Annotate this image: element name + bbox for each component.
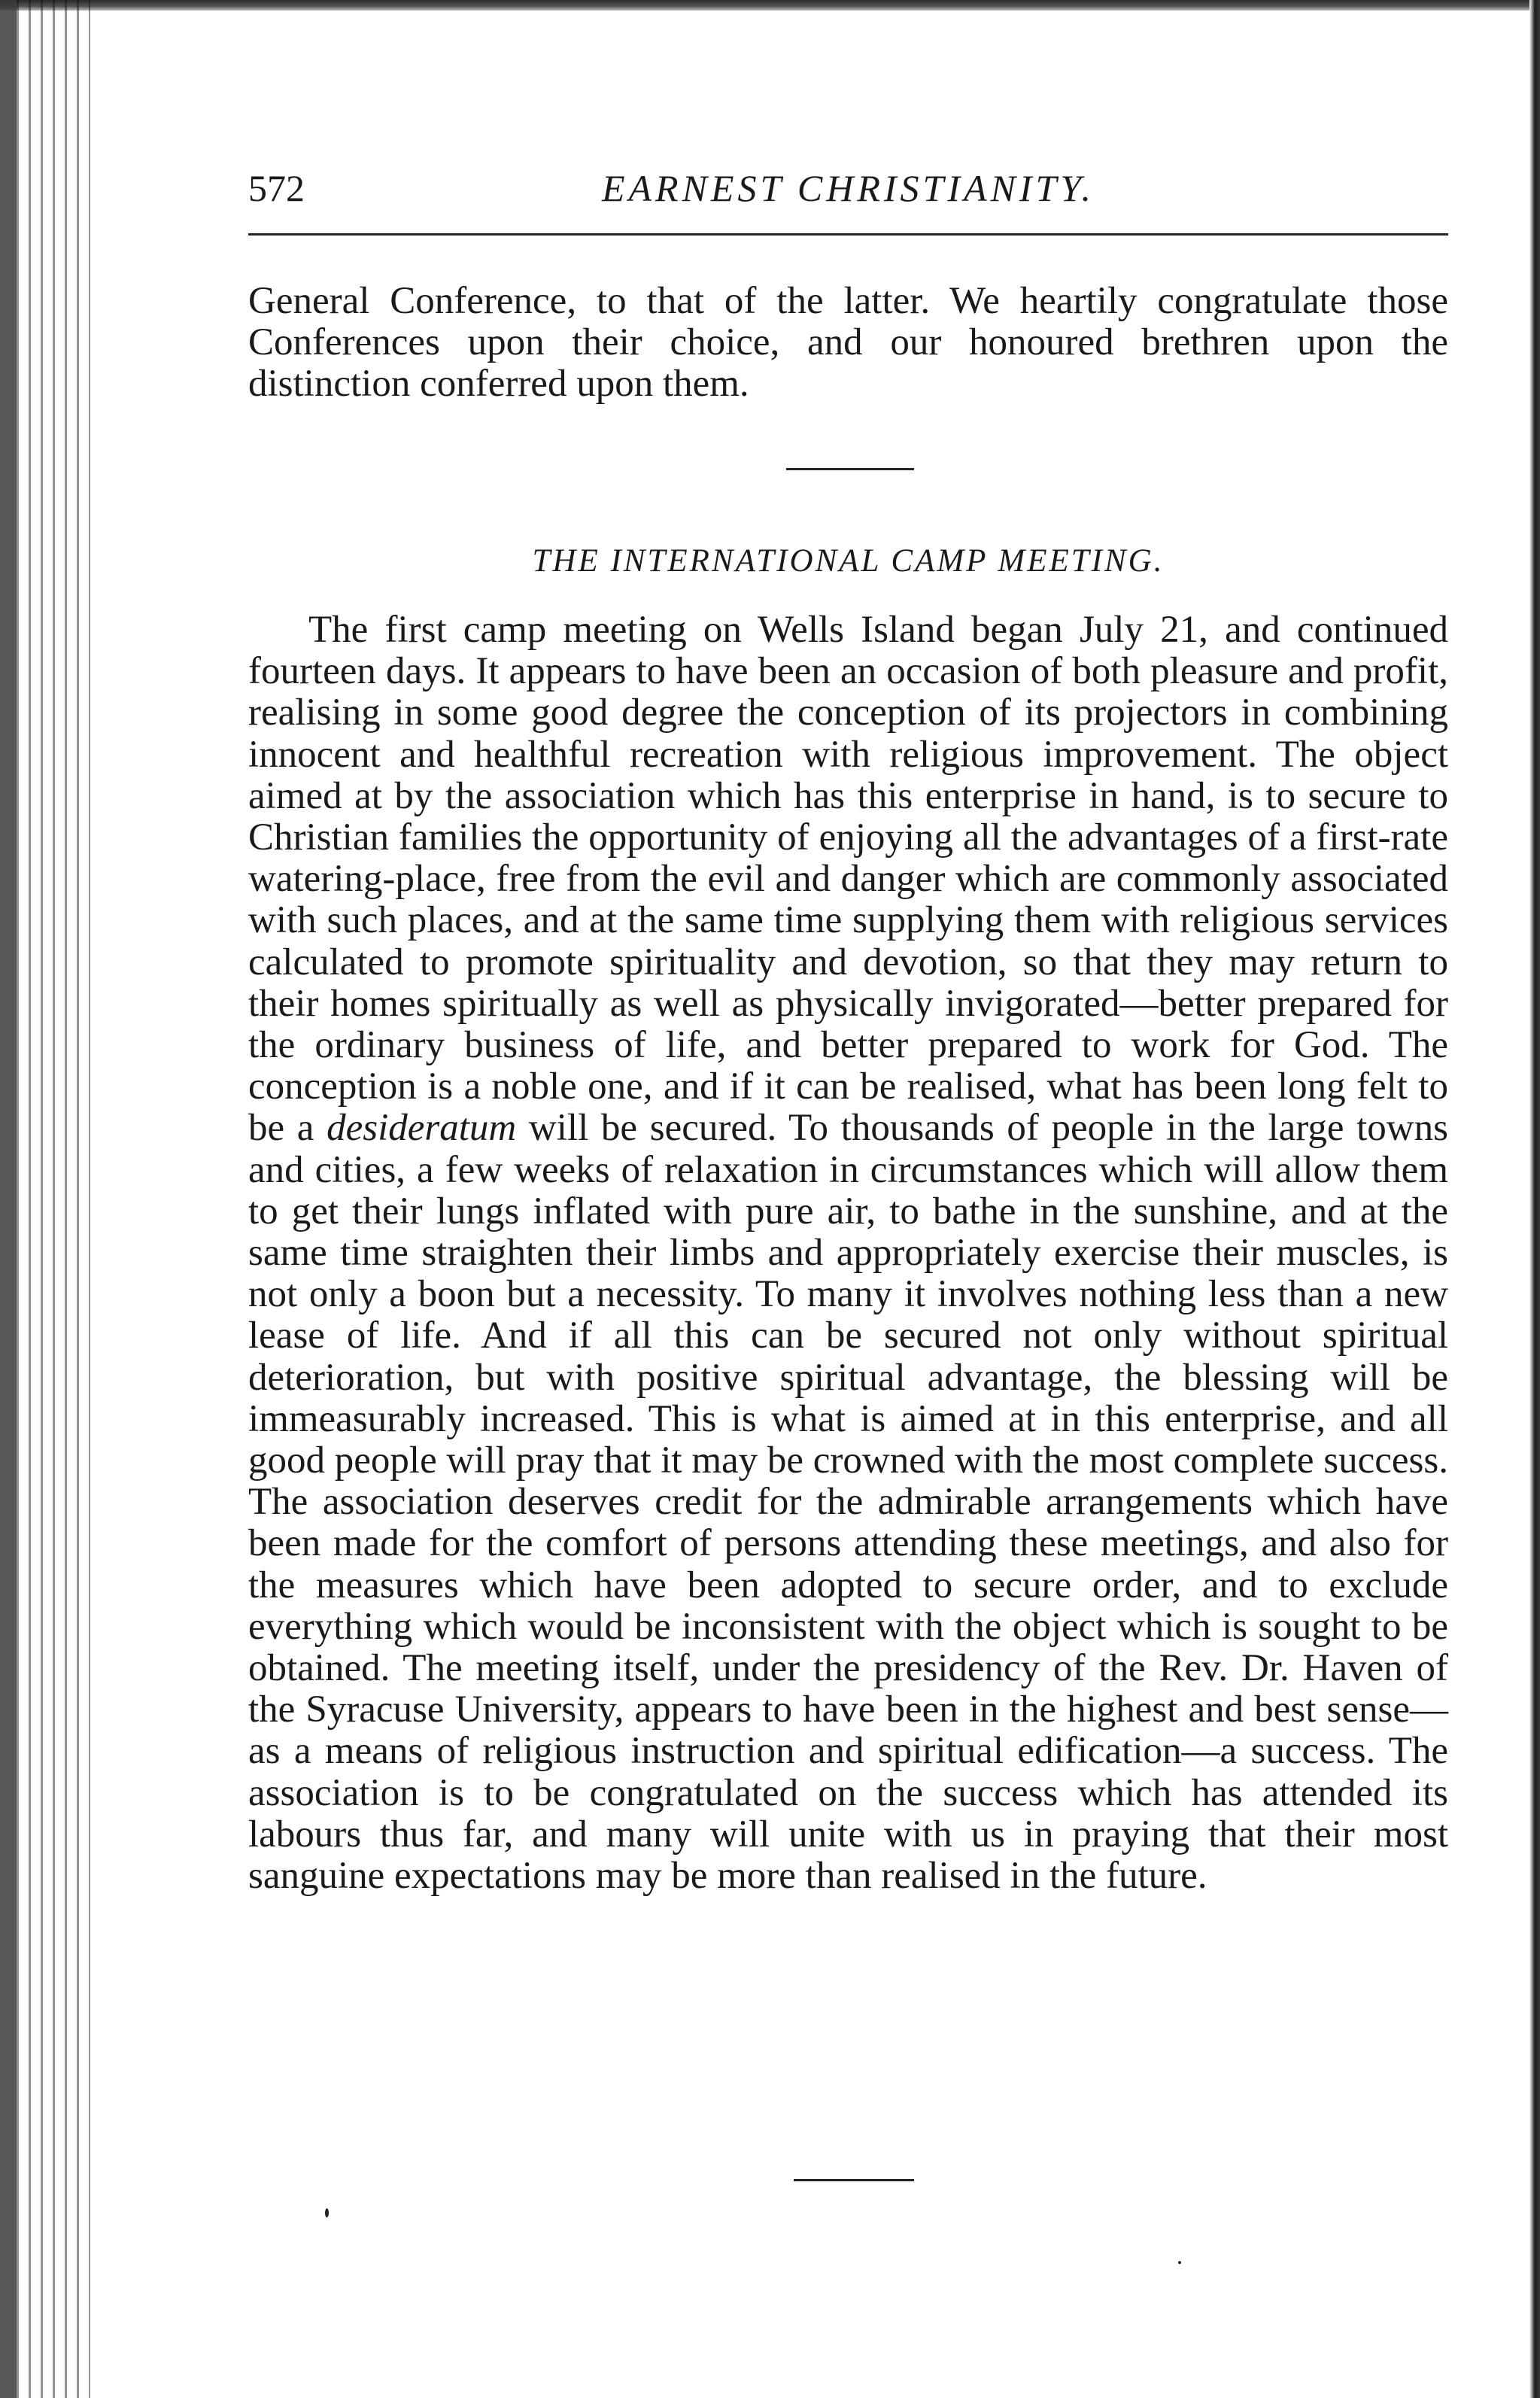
scan-speck — [1178, 2261, 1181, 2264]
header-rule — [248, 233, 1448, 236]
scan-right-edge — [1529, 0, 1540, 2398]
section-paragraph: The first camp meeting on Wells Island began July 21, and continued fourteen days. It appears to have been an occasion of both pleasure and profit, realising in some good degree the conception of its projectors in combining innocent and healthful recreation with religious improvement. The object aimed at by the association which has this enterprise in hand, is to secure to Christian families the opportunity of enjoying all the advantages of a first-rate watering-place, free from the evil and danger which are commonly associated with such places, and at the same time supplying them with religious services calculated to promote spirituality and devotion, so that they may return to their homes spiritually as well as physically invigorated—better prepared for the ordinary business of life, and better prepared to work for God. The conception is a noble one, and if it can be realised, what has been long felt to be a desideratum will be secured. To thousands of people in the large towns and cities, a few weeks of relaxation in circumstances which will allow them to get their lungs inflated with pure air, to bathe in the sunshine, and at the same time straighten their limbs and appropriately exercise their muscles, is not only a boon but a necessity. To many it involves nothing less than a new lease of life. And if all this can be secured not only without spiritual deterioration, but with positive spiritual advantage, the blessing will be immeasurably increased. This is what is aimed at in this enterprise, and all good people will pray that it may be crowned with the most complete success. The association deserves credit for the admirable arrangements which have been made for the comfort of persons attending these meetings, and also for the measures which have been adopted to secure order, and to exclude everything which would be inconsistent with the object which is sought to be obtained. The meeting itself, under the presidency of the Rev. Dr. Haven of the Syracuse University, appears to have been in the highest and best sense—as a means of religious instruction and spiritual edification—a success. The association is to be congratulated on the success which has attended its labours thus far, and many will unite with us in praying that their most sanguine expectations may be more than realised in the future. — [248, 609, 1448, 1898]
italic-term: desideratum — [327, 1107, 517, 1150]
page-header — [248, 162, 1448, 214]
intro-paragraph: General Conference, to that of the latter. We heartily congratulate those Conferences upon their choice, and our honoured brethren upon the distinction conferred upon them. — [248, 280, 1448, 406]
scan-speck — [325, 2208, 329, 2217]
scan-top-edge — [0, 0, 1540, 11]
scan-binding-edge — [0, 0, 90, 2398]
section-divider — [786, 468, 914, 470]
section-heading: THE INTERNATIONAL CAMP MEETING. — [532, 543, 1165, 579]
page-number: 572 — [248, 167, 305, 209]
running-head: EARNEST CHRISTIANITY. — [601, 167, 1095, 209]
end-divider — [794, 2179, 914, 2181]
